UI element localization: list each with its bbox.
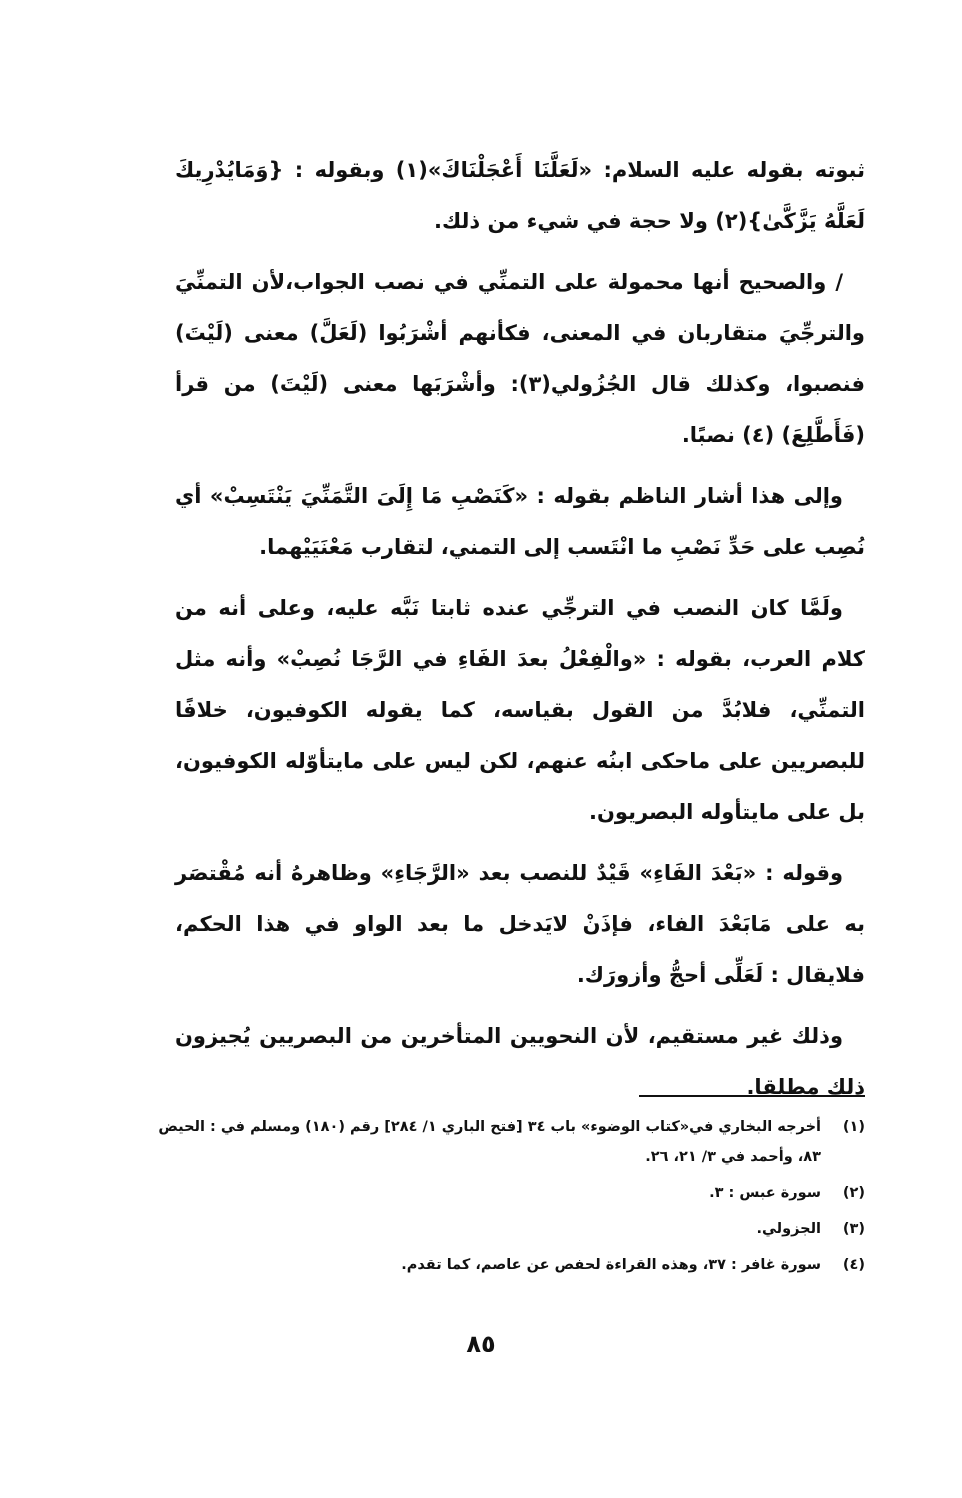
footnote-number: (٣)	[842, 1221, 865, 1237]
paragraph-3: وإلى هذا أشار الناظم بقوله : «كَنَصْبِ مَا إِلَىَ التَّمَنِّيَ يَنْتَسِبْ» أي نُصِب على حَدِّ نَصْبِ ما انْتَسب إلى التمني، لتقارب مَعْنَيَيْهما.	[175, 484, 865, 559]
footnote-number: (٤)	[842, 1257, 865, 1273]
footnote-item	[135, 1112, 865, 1172]
main-text	[175, 145, 865, 1123]
paragraph-2: / والصحيح أنها محمولة على التمنِّي في نصب الجواب،لأن التمنِّيَ والترجِّيَ متقاربان في المعنى، فكأنهم أشْرَبُوا (لَعَلَّ) معنى (لَيْتَ) فنصبوا، وكذلك قال الجُزُولي(٣): وأشْرَبَها معنى (لَيْتَ) من قرأ (فَأَطَّلِعَ) (٤) نصبًا.	[175, 270, 865, 447]
footnote-text: سورة عبس : ٣.	[709, 1185, 821, 1201]
footnotes	[135, 1112, 865, 1286]
footnote-text: أخرجه البخاري في«كتاب الوضوء» باب ٣٤ [فتح الباري ١/ ٢٨٤] رقم (١٨٠) ومسلم في : الحيض ٨٣، وأحمد في ٣/ ٢١، ٢٦.	[158, 1119, 821, 1165]
footnote-item	[135, 1250, 865, 1280]
footnote-item	[135, 1214, 865, 1244]
footnote-number: (١)	[842, 1119, 865, 1135]
footnote-text: سورة غافر : ٣٧، وهذه القراءة لحفص عن عاصم، كما تقدم.	[401, 1257, 821, 1273]
footnote-number: (٢)	[842, 1185, 865, 1201]
paragraph-1: ثبوته بقوله عليه السلام: «لَعَلَّنَا أَعْجَلْنَاكَ»(١) وبقوله : {وَمَايُدْرِيكَ لَعَلَّهُ يَزَّكَّىٰ}(٢) ولا حجة في شيء من ذلك.	[175, 158, 866, 233]
page-number: ٨٥	[466, 1330, 496, 1358]
footnote-text: الجزولي.	[756, 1221, 821, 1237]
footnote-separator	[639, 1095, 865, 1097]
paragraph-5: وقوله : «بَعْدَ الفَاءِ» قَيْدٌ للنصب بعد «الرَّجَاءِ» وظاهرهُ أنه مُقْتصَر به على مَابَعْدَ الفاء، فإذَنْ لايَدخل ما بعد الواو في هذا الحكم، فلايقال : لَعَلِّى أحجُّ وأزورَك.	[175, 861, 865, 987]
paragraph-6: وذلك غير مستقيم، لأن النحويين المتأخرين من البصريين يُجيزون ذلك مطلقا.	[175, 1024, 865, 1099]
footnote-item	[135, 1178, 865, 1208]
paragraph-4: ولَمَّا كان النصب في الترجِّي عنده ثابتا نَبَّه عليه، وعلى أنه من كلام العرب، بقوله : «والْفِعْلُ بعدَ الفَاءِ في الرَّجَا نُصِبْ» وأنه مثل التمنِّي، فلابُدَّ من القول بقياسه، كما يقوله الكوفيون، خلافًا للبصريين على ماحكى ابنُه عنهم، لكن ليس على مايتأوّله الكوفيون، بل على مايتأوله البصريون.	[175, 596, 865, 824]
